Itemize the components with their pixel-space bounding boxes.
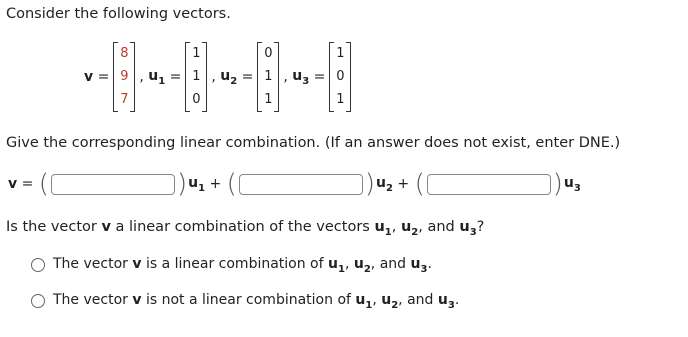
u2-entry-1: 0 (264, 45, 273, 61)
option-label: The vector v is not a linear combination of $u_1$, $u_2$, and $u_3$. (53, 292, 460, 311)
comma: , (139, 69, 149, 85)
prompt-text: Consider the following vectors. (6, 6, 231, 22)
vector-u1-matrix (185, 42, 207, 112)
equals-sign: = (165, 69, 182, 85)
u1-entry-3: 0 (192, 92, 201, 108)
radio-button[interactable] (31, 294, 45, 308)
vector-v-matrix (113, 42, 135, 112)
close-paren: ) (552, 169, 563, 199)
instruction-text: Give the corresponding linear combination. (If an answer does not exist, enter DNE.) (6, 135, 621, 151)
linear-combination-row (8, 169, 581, 199)
u3-entry-3: 1 (336, 92, 345, 108)
coefficient-u2-input[interactable] (239, 174, 363, 195)
u3-entry-1: 1 (336, 45, 345, 61)
u2-entry-3: 1 (264, 92, 273, 108)
vector-definitions (84, 41, 355, 113)
close-paren: ) (364, 169, 375, 199)
vector-v-label: v (84, 69, 94, 85)
vector-u1-label: $u_1$ (148, 67, 166, 87)
coefficient-u1-input[interactable] (51, 174, 175, 195)
u1-entry-2: 1 (192, 68, 201, 84)
term-u1-label: $u_1$ (188, 174, 206, 194)
v-entry-1: 8 (120, 45, 129, 61)
option-is-not-combination[interactable] (31, 292, 459, 311)
v-entry-2: 9 (120, 68, 129, 84)
coefficient-u3-input[interactable] (427, 174, 551, 195)
equals-sign: = (237, 69, 254, 85)
v-entry-3: 7 (120, 92, 129, 108)
vector-u3-matrix (329, 42, 351, 112)
open-paren: ( (226, 169, 237, 199)
comma: , (211, 69, 221, 85)
u3-entry-2: 0 (336, 68, 345, 84)
open-paren: ( (38, 169, 49, 199)
close-paren: ) (176, 169, 188, 199)
open-paren: ( (414, 169, 425, 199)
radio-button[interactable] (31, 258, 45, 272)
plus-sign: + (392, 176, 414, 192)
question-text: Is the vector v a linear combination of the vectors $u_1$, $u_2$, and $u_3$? (6, 219, 485, 238)
option-label: The vector v is a linear combination of $u_1$, $u_2$, and $u_3$. (53, 256, 432, 275)
lhs-vector-label: v (8, 176, 18, 192)
vector-u2-matrix (257, 42, 279, 112)
equals-sign: = (17, 176, 38, 192)
u2-entry-2: 1 (264, 68, 273, 84)
plus-sign: + (205, 176, 226, 192)
term-u3-label: $u_3$ (563, 174, 581, 194)
comma: , (283, 69, 293, 85)
option-is-combination[interactable] (31, 256, 432, 275)
u1-entry-1: 1 (192, 45, 201, 61)
equals-sign: = (309, 69, 326, 85)
vector-u2-label: $u_2$ (220, 67, 238, 87)
vector-u3-label: $u_3$ (292, 67, 310, 87)
term-u2-label: $u_2$ (375, 174, 393, 194)
equals-sign: = (93, 69, 110, 85)
